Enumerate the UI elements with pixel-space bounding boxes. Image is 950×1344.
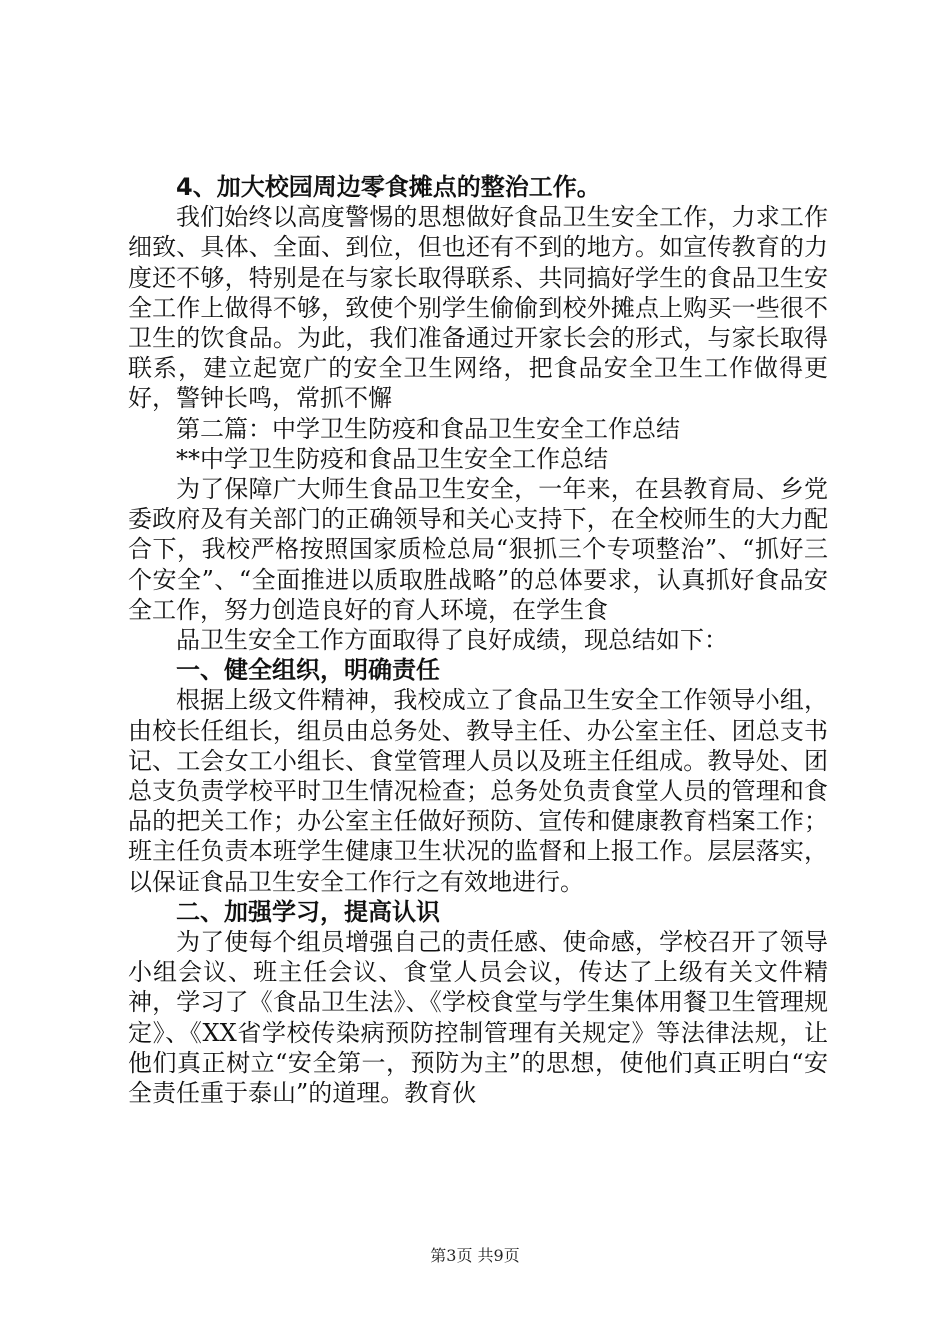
paragraph-study: 为了使每个组员增强自己的责任感、使命感，学校召开了领导小组会议、班主任会议、食堂人员会议，传达了上级有关文件精神，学习了《食品卫生法》、《学校食堂与学生集体用餐卫生管理规定》、《XX省学校传染病预防控制管理有关规定》等法律法规，让他们真正树立“安全第一，预防为主”的思想，使他们真正明白“安全责任重于泰山”的道理。教育伙 bbox=[128, 928, 828, 1108]
section-heading-4: 4、加大校园周边零食摊点的整治工作。 bbox=[176, 173, 601, 201]
article-title-part2: 第二篇：中学卫生防疫和食品卫生安全工作总结 bbox=[176, 414, 680, 443]
section-heading-1: 一、健全组织，明确责任 bbox=[176, 656, 440, 685]
document-body bbox=[128, 172, 828, 1108]
paragraph-intro: 为了保障广大师生食品卫生安全，一年来，在县教育局、乡党委政府及有关部门的正确领导和关心支持下，在全校师生的大力配合下，我校严格按照国家质检总局“狠抓三个专项整治”、“抓好三个安全”、“全面推进以质取胜战略”的总体要求，认真抓好食品安全工作，努力创造良好的育人环境，在学生食 bbox=[128, 475, 828, 624]
article-subtitle: **中学卫生防疫和食品卫生安全工作总结 bbox=[176, 444, 608, 473]
paragraph-intro-continued: 品卫生安全工作方面取得了良好成绩，现总结如下： bbox=[176, 626, 728, 655]
page-number: 第3页 共9页 bbox=[430, 1246, 520, 1265]
section-heading-2: 二、加强学习，提高认识 bbox=[176, 897, 440, 926]
paragraph-snack-stalls: 我们始终以高度警惕的思想做好食品卫生安全工作，力求工作细致、具体、全面、到位，但也还有不到的地方。如宣传教育的力度还不够，特别是在与家长取得联系、共同搞好学生的食品卫生安全工作上做得不够，致使个别学生偷偷到校外摊点上购买一些很不卫生的饮食品。为此，我们准备通过开家长会的形式，与家长取得联系，建立起宽广的安全卫生网络，把食品安全卫生工作做得更好，警钟长鸣，常抓不懈 bbox=[128, 203, 828, 413]
paragraph-organization: 根据上级文件精神，我校成立了食品卫生安全工作领导小组，由校长任组长，组员由总务处、教导主任、办公室主任、团总支书记、工会女工小组长、食堂管理人员以及班主任组成。教导处、团总支负责学校平时卫生情况检查；总务处负责食堂人员的管理和食品的把关工作；办公室主任做好预防、宣传和健康教育档案工作；班主任负责本班学生健康卫生状况的监督和上报工作。层层落实，以保证食品卫生安全工作行之有效地进行。 bbox=[128, 686, 828, 896]
